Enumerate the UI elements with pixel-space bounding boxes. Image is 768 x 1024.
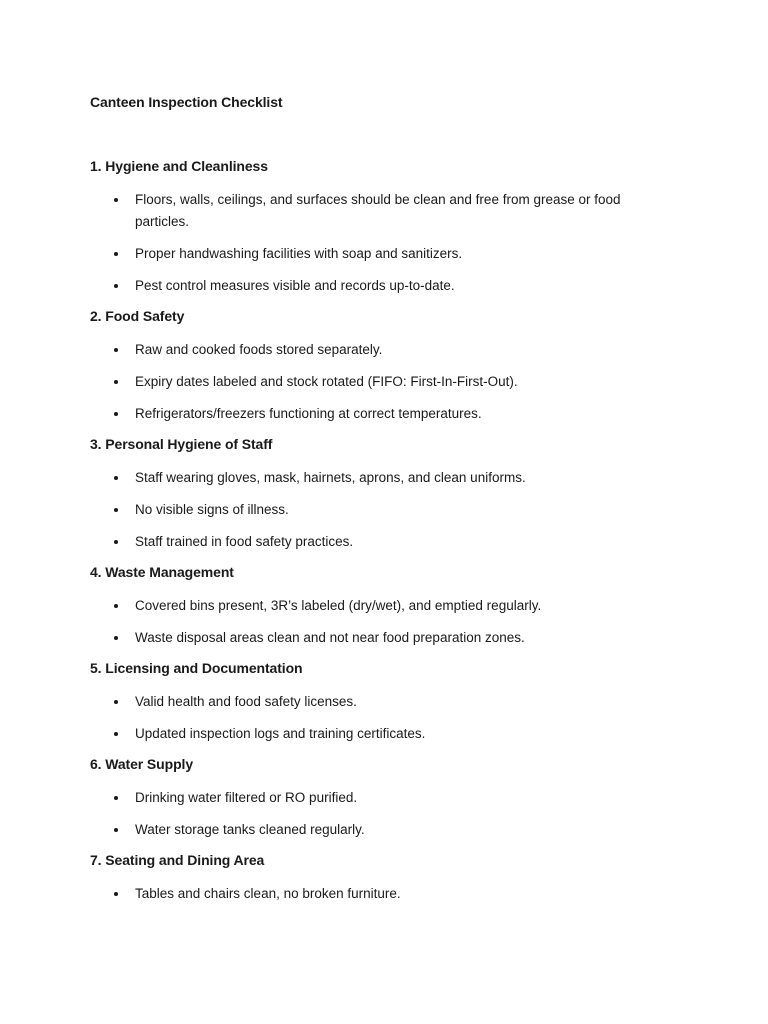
- bullet-list: [90, 467, 650, 553]
- list-item-text: Drinking water filtered or RO purified.: [135, 790, 358, 805]
- bullet-dot-icon: [114, 732, 118, 736]
- document-page: [90, 93, 650, 915]
- list-item-text: Refrigerators/freezers functioning at correct temperatures.: [135, 406, 482, 421]
- bullet-dot-icon: [114, 476, 118, 480]
- list-item-text: Raw and cooked foods stored separately.: [135, 342, 383, 357]
- bullet-dot-icon: [114, 796, 118, 800]
- section-heading: 4. Waste Management: [90, 564, 234, 580]
- list-item: [90, 691, 650, 713]
- checklist-section: [90, 851, 650, 905]
- list-item: [90, 403, 650, 425]
- bullet-list: [90, 883, 650, 905]
- section-heading: 6. Water Supply: [90, 756, 194, 772]
- list-item: [90, 723, 650, 745]
- list-item: [90, 275, 650, 297]
- bullet-list: [90, 595, 650, 649]
- list-item-text: Staff trained in food safety practices.: [135, 534, 354, 549]
- list-item-text: Proper handwashing facilities with soap and sanitizers.: [135, 246, 463, 261]
- list-item: [90, 883, 650, 905]
- list-item: [90, 339, 650, 361]
- bullet-list: [90, 691, 650, 745]
- bullet-dot-icon: [114, 604, 118, 608]
- list-item: [90, 371, 650, 393]
- bullet-dot-icon: [114, 636, 118, 640]
- list-item: [90, 189, 650, 233]
- list-item-text: Water storage tanks cleaned regularly.: [135, 822, 365, 837]
- bullet-list: [90, 189, 650, 297]
- list-item: [90, 531, 650, 553]
- checklist-section: [90, 435, 650, 553]
- section-heading: 3. Personal Hygiene of Staff: [90, 436, 273, 452]
- list-item: [90, 627, 650, 649]
- bullet-dot-icon: [114, 508, 118, 512]
- bullet-dot-icon: [114, 198, 118, 202]
- bullet-dot-icon: [114, 380, 118, 384]
- list-item-text: Waste disposal areas clean and not near food preparation zones.: [135, 630, 525, 645]
- bullet-dot-icon: [114, 284, 118, 288]
- list-item: [90, 787, 650, 809]
- list-item: [90, 595, 650, 617]
- list-item: [90, 467, 650, 489]
- bullet-dot-icon: [114, 828, 118, 832]
- checklist-section: [90, 755, 650, 841]
- bullet-dot-icon: [114, 348, 118, 352]
- checklist-section: [90, 307, 650, 425]
- list-item: [90, 819, 650, 841]
- list-item-text: Updated inspection logs and training certificates.: [135, 726, 426, 741]
- bullet-dot-icon: [114, 892, 118, 896]
- bullet-list: [90, 339, 650, 425]
- bullet-list: [90, 787, 650, 841]
- checklist-sections: [90, 157, 650, 905]
- bullet-dot-icon: [114, 412, 118, 416]
- list-item-text: Valid health and food safety licenses.: [135, 694, 357, 709]
- section-heading: 1. Hygiene and Cleanliness: [90, 158, 268, 174]
- list-item-text: No visible signs of illness.: [135, 502, 289, 517]
- section-heading: 7. Seating and Dining Area: [90, 852, 265, 868]
- list-item-text: Floors, walls, ceilings, and surfaces should be clean and free from grease or food particles.: [135, 192, 621, 229]
- list-item-text: Tables and chairs clean, no broken furniture.: [135, 886, 401, 901]
- bullet-dot-icon: [114, 252, 118, 256]
- list-item-text: Expiry dates labeled and stock rotated (FIFO: First-In-First-Out).: [135, 374, 518, 389]
- list-item: [90, 499, 650, 521]
- section-heading: 2. Food Safety: [90, 308, 185, 324]
- bullet-dot-icon: [114, 700, 118, 704]
- document-title: Canteen Inspection Checklist: [90, 94, 283, 110]
- section-heading: 5. Licensing and Documentation: [90, 660, 303, 676]
- list-item: [90, 243, 650, 265]
- list-item-text: Covered bins present, 3R’s labeled (dry/wet), and emptied regularly.: [135, 598, 542, 613]
- list-item-text: Pest control measures visible and records up-to-date.: [135, 278, 455, 293]
- bullet-dot-icon: [114, 540, 118, 544]
- list-item-text: Staff wearing gloves, mask, hairnets, aprons, and clean uniforms.: [135, 470, 526, 485]
- checklist-section: [90, 659, 650, 745]
- checklist-section: [90, 563, 650, 649]
- checklist-section: [90, 157, 650, 297]
